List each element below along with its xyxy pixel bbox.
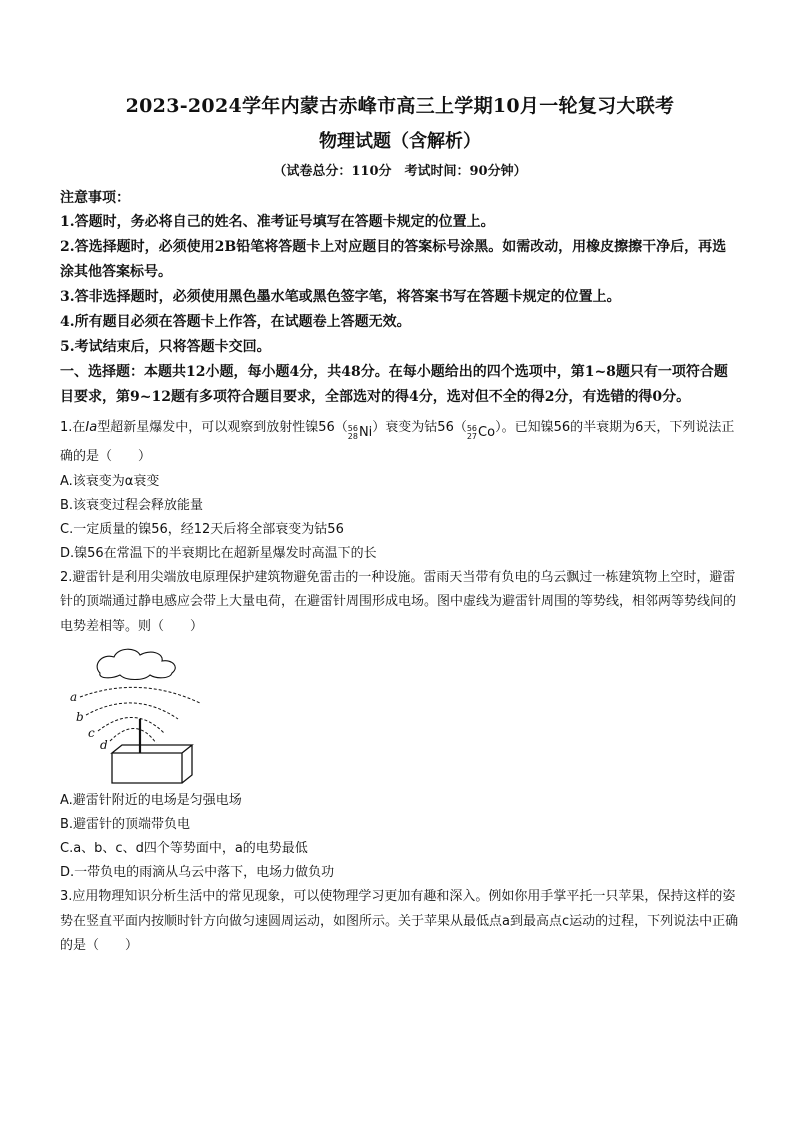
label-c: c: [88, 726, 95, 741]
q2-option-d: D.一带负电的雨滴从乌云中落下，电场力做负功: [60, 865, 335, 881]
notice-item: 5.考试结束后，只将答题卡交回。: [60, 339, 271, 355]
co-atomic-number: 27: [466, 432, 478, 441]
label-d: d: [100, 738, 108, 753]
building: [112, 745, 192, 783]
q1-option-a: A.该衰变为α衰变: [60, 473, 160, 489]
question-3-stem: 3.应用物理知识分析生活中的常见现象，可以使物理学习更加有趣和深入。例如你用手掌平托一只苹果，保持这样的姿势在竖直平面内按顺时针方向做匀速圆周运动，如图所示。关于苹果从最低点a到最高点c运动的过程，下列说法中正确的是（ ）: [60, 889, 739, 954]
label-a: a: [70, 690, 78, 705]
co-mass-number: 56: [466, 424, 478, 433]
q2-option-a: A.避雷针附近的电场是匀强电场: [60, 793, 242, 809]
q1-text-part: ）。已知镍56的半衰期为6天，下列说法正确的是（ ）: [60, 420, 735, 465]
q1-option-d: D.镍56在常温下的半衰期比在超新星爆发时高温下的长: [60, 545, 377, 561]
q1-text-part: 1.在: [60, 420, 86, 435]
q1-text-part: ）衰变为钴56（: [372, 420, 467, 435]
nickel-isotope: [348, 421, 373, 446]
q1-type-label: Ia: [85, 420, 98, 435]
co-symbol: Co: [478, 424, 496, 440]
page-title: 2023-2024学年内蒙古赤峰市高三上学期10月一轮复习大联考: [125, 95, 675, 117]
notice-item: 3.答非选择题时，必须使用黑色墨水笔或黑色签字笔，将答案书写在答题卡规定的位置上。: [60, 289, 621, 305]
cloud-icon: [97, 649, 175, 679]
lightning-rod-figure: [60, 645, 220, 785]
section-instructions: 一、选择题：本题共12小题，每小题4分，共48分。在每小题给出的四个选项中，第1~8题只有一项符合题目要求，第9~12题有多项符合题目要求，全部选对的得4分，选对但不全的得2分，有选错的得0分。: [60, 364, 728, 405]
notice-heading: 注意事项：: [60, 190, 130, 206]
notice-item: 2.答选择题时，必须使用2B铅笔将答题卡上对应题目的答案标号涂黑。如需改动，用橡皮擦擦干净后，再选涂其他答案标号。: [60, 239, 727, 280]
notice-item: 1.答题时，务必将自己的姓名、准考证号填写在答题卡规定的位置上。: [60, 214, 495, 230]
lightning-rod-diagram: [60, 645, 220, 785]
exam-page: [60, 92, 740, 959]
label-b: b: [76, 710, 84, 725]
notice-item: 4.所有题目必须在答题卡上作答，在试题卷上答题无效。: [60, 314, 411, 330]
q1-option-b: B.该衰变过程会释放能量: [60, 497, 204, 513]
exam-meta: （试卷总分：110分 考试时间：90分钟）: [273, 164, 527, 179]
ni-symbol: Ni: [358, 424, 373, 440]
question-2-stem: 2.避雷针是利用尖端放电原理保护建筑物避免雷击的一种设施。雷雨天当带有负电的乌云飘过一栋建筑物上空时，避雷针的顶端通过静电感应会带上大量电荷，在避雷针周围形成电场。图中虚线为避雷针周围的等势线，相邻两等势线间的电势差相等。则（ ）: [60, 569, 737, 634]
equipotential-line-d: [110, 729, 156, 744]
cobalt-isotope: [467, 421, 495, 446]
q1-text-part: 型超新星爆发中，可以观察到放射性镍56（: [97, 420, 348, 435]
q1-option-c: C.一定质量的镍56，经12天后将全部衰变为钴56: [60, 521, 344, 537]
question-1-stem: [60, 416, 740, 470]
q2-option-c: C.a、b、c、d四个等势面中，a的电势最低: [60, 841, 308, 857]
ni-atomic-number: 28: [347, 432, 358, 441]
ni-mass-number: 56: [347, 424, 358, 433]
equipotential-line-b: [86, 703, 178, 719]
page-subtitle: 物理试题（含解析）: [319, 131, 481, 152]
equipotential-line-c: [98, 718, 164, 734]
q2-option-b: B.避雷针的顶端带负电: [60, 817, 191, 833]
equipotential-line-a: [80, 688, 200, 704]
